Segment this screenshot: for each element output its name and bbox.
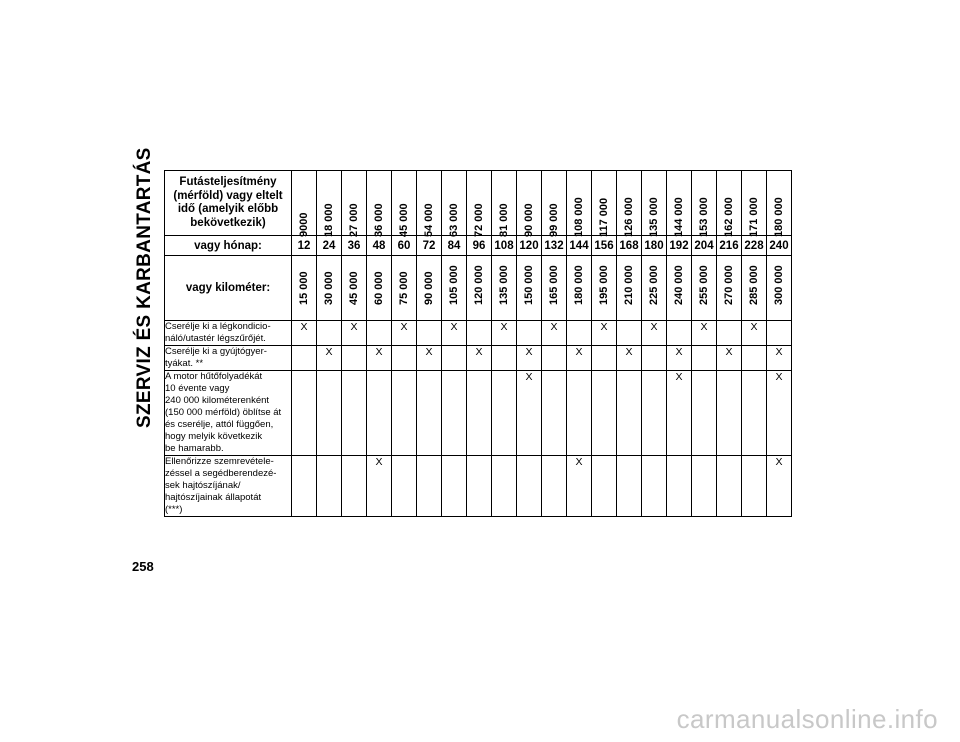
schedule-mark (667, 456, 692, 517)
km-cell (617, 256, 642, 321)
km-cell-value: 135 000 (498, 265, 510, 305)
km-cell (342, 256, 367, 321)
km-cell-value: 120 000 (473, 265, 485, 305)
km-cell-value: 285 000 (748, 265, 760, 305)
km-cell-value: 300 000 (773, 265, 785, 305)
schedule-mark (417, 371, 442, 456)
schedule-mark (542, 456, 567, 517)
miles-cell-value: 117 000 (598, 197, 610, 237)
km-cell-value: 225 000 (648, 265, 660, 305)
miles-cell-value: 63 000 (448, 203, 460, 237)
schedule-mark (492, 371, 517, 456)
km-cell (592, 256, 617, 321)
km-cell (442, 256, 467, 321)
km-cell-value: 255 000 (698, 265, 710, 305)
schedule-mark (767, 321, 792, 346)
miles-cell-value: 36 000 (373, 203, 385, 237)
schedule-mark (367, 321, 392, 346)
schedule-mark (467, 371, 492, 456)
months-cell: 180 (642, 236, 667, 256)
km-cell (767, 256, 792, 321)
km-cell-value: 210 000 (623, 265, 635, 305)
km-cell (317, 256, 342, 321)
months-cell: 204 (692, 236, 717, 256)
miles-cell-value: 153 000 (698, 197, 710, 237)
km-cell-value: 75 000 (398, 271, 410, 305)
months-cell: 240 (767, 236, 792, 256)
miles-cell (467, 171, 492, 236)
months-cell: 156 (592, 236, 617, 256)
schedule-mark: X (467, 346, 492, 371)
months-header-label: vagy hónap: (165, 236, 292, 256)
schedule-mark (667, 321, 692, 346)
schedule-mark: X (342, 321, 367, 346)
months-cell: 60 (392, 236, 417, 256)
miles-cell (492, 171, 517, 236)
miles-cell (417, 171, 442, 236)
km-cell (392, 256, 417, 321)
km-cell-value: 30 000 (323, 271, 335, 305)
schedule-mark: X (392, 321, 417, 346)
miles-cell (717, 171, 742, 236)
schedule-mark: X (542, 321, 567, 346)
schedule-mark: X (442, 321, 467, 346)
schedule-mark (717, 371, 742, 456)
schedule-mark (317, 371, 342, 456)
schedule-mark (592, 456, 617, 517)
schedule-mark (342, 346, 367, 371)
miles-cell-value: 144 000 (673, 197, 685, 237)
months-cell: 168 (617, 236, 642, 256)
months-cell: 96 (467, 236, 492, 256)
schedule-mark: X (567, 346, 592, 371)
schedule-mark (692, 456, 717, 517)
miles-cell-value: 45 000 (398, 203, 410, 237)
schedule-mark: X (417, 346, 442, 371)
schedule-mark: X (517, 371, 542, 456)
schedule-mark (692, 346, 717, 371)
schedule-mark (492, 346, 517, 371)
miles-cell-value: 162 000 (723, 197, 735, 237)
schedule-mark (292, 346, 317, 371)
km-cell (467, 256, 492, 321)
km-cell-value: 270 000 (723, 265, 735, 305)
miles-cell-value: 126 000 (623, 197, 635, 237)
miles-cell (742, 171, 767, 236)
miles-cell (567, 171, 592, 236)
mileage-header-label: Futásteljesítmény (mérföld) vagy eltelt idő (amelyik előbb bekövetkezik) (165, 171, 292, 236)
schedule-mark (742, 371, 767, 456)
page-number: 258 (132, 559, 154, 574)
km-cell-value: 105 000 (448, 265, 460, 305)
miles-cell-value: 81 000 (498, 203, 510, 237)
schedule-mark (742, 346, 767, 371)
schedule-mark (392, 346, 417, 371)
km-cell-value: 15 000 (298, 271, 310, 305)
miles-cell (767, 171, 792, 236)
schedule-mark (742, 456, 767, 517)
months-cell: 216 (717, 236, 742, 256)
miles-cell-value: 99 000 (548, 203, 560, 237)
miles-cell (442, 171, 467, 236)
months-cell: 120 (517, 236, 542, 256)
months-cell: 108 (492, 236, 517, 256)
km-cell-value: 195 000 (598, 265, 610, 305)
km-cell (642, 256, 667, 321)
task-description: Cserélje ki a légkondicio- náló/utastér légszűrőjét. (165, 321, 292, 346)
months-cell: 12 (292, 236, 317, 256)
schedule-mark (717, 456, 742, 517)
miles-cell-value: 72 000 (473, 203, 485, 237)
miles-header-row (165, 171, 792, 236)
miles-cell (642, 171, 667, 236)
miles-cell-value: 90 000 (523, 203, 535, 237)
schedule-mark: X (317, 346, 342, 371)
schedule-mark: X (517, 346, 542, 371)
schedule-mark: X (617, 346, 642, 371)
miles-cell (342, 171, 367, 236)
miles-cell-value: 54 000 (423, 203, 435, 237)
table-row (165, 346, 792, 371)
schedule-mark (292, 456, 317, 517)
km-cell (717, 256, 742, 321)
task-description: Ellenőrizze szemrevétele- zéssel a segédberendezé- sek hajtószíjának/ hajtószíjainak állapotát (***) (165, 456, 292, 517)
km-cell (517, 256, 542, 321)
km-cell (417, 256, 442, 321)
schedule-mark: X (367, 456, 392, 517)
table-row (165, 371, 792, 456)
schedule-mark (342, 456, 367, 517)
km-cell-value: 90 000 (423, 271, 435, 305)
schedule-mark: X (742, 321, 767, 346)
km-cell (492, 256, 517, 321)
schedule-mark: X (767, 456, 792, 517)
months-cell: 132 (542, 236, 567, 256)
km-cell (692, 256, 717, 321)
months-cell: 24 (317, 236, 342, 256)
schedule-mark (592, 371, 617, 456)
schedule-mark (317, 456, 342, 517)
miles-cell (317, 171, 342, 236)
km-cell (742, 256, 767, 321)
schedule-mark (517, 456, 542, 517)
schedule-mark (442, 346, 467, 371)
schedule-mark: X (767, 346, 792, 371)
schedule-mark: X (567, 456, 592, 517)
schedule-mark: X (642, 321, 667, 346)
km-cell-value: 150 000 (523, 265, 535, 305)
schedule-mark: X (667, 371, 692, 456)
miles-cell (292, 171, 317, 236)
km-cell-value: 240 000 (673, 265, 685, 305)
months-cell: 192 (667, 236, 692, 256)
schedule-mark (417, 456, 442, 517)
schedule-mark (592, 346, 617, 371)
months-cell: 228 (742, 236, 767, 256)
months-cell: 48 (367, 236, 392, 256)
schedule-mark (717, 321, 742, 346)
section-side-title: SZERVIZ ÉS KARBANTARTÁS (134, 147, 155, 428)
months-cell: 36 (342, 236, 367, 256)
schedule-mark: X (592, 321, 617, 346)
miles-cell-value: 18 000 (323, 203, 335, 237)
months-cell: 72 (417, 236, 442, 256)
table-row (165, 456, 792, 517)
km-cell (367, 256, 392, 321)
schedule-mark (467, 321, 492, 346)
km-cell (667, 256, 692, 321)
task-description: Cserélje ki a gyújtógyer- tyákat. ** (165, 346, 292, 371)
miles-cell-value: 180 000 (773, 197, 785, 237)
table-row (165, 321, 792, 346)
schedule-mark (617, 321, 642, 346)
schedule-mark (467, 456, 492, 517)
miles-cell (592, 171, 617, 236)
months-header-row (165, 236, 792, 256)
miles-cell (542, 171, 567, 236)
schedule-mark (392, 456, 417, 517)
months-cell: 84 (442, 236, 467, 256)
km-cell (542, 256, 567, 321)
km-cell-value: 45 000 (348, 271, 360, 305)
schedule-mark (317, 321, 342, 346)
miles-cell (517, 171, 542, 236)
schedule-mark (567, 321, 592, 346)
miles-cell (367, 171, 392, 236)
schedule-mark (542, 346, 567, 371)
schedule-mark (417, 321, 442, 346)
miles-cell (392, 171, 417, 236)
km-cell (292, 256, 317, 321)
schedule-mark: X (667, 346, 692, 371)
schedule-mark (617, 456, 642, 517)
km-header-label: vagy kilométer: (165, 256, 292, 321)
task-description: A motor hűtőfolyadékát 10 évente vagy 240 000 kilométerenként (150 000 mérföld) öblítse át és cserélje, attól függően, hogy melyik következik be hamarabb. (165, 371, 292, 456)
schedule-mark: X (492, 321, 517, 346)
miles-cell (617, 171, 642, 236)
miles-cell-value: 135 000 (648, 197, 660, 237)
miles-cell (667, 171, 692, 236)
schedule-mark: X (692, 321, 717, 346)
schedule-mark (492, 456, 517, 517)
schedule-mark: X (767, 371, 792, 456)
schedule-mark (642, 371, 667, 456)
schedule-mark (367, 371, 392, 456)
schedule-mark (392, 371, 417, 456)
miles-cell-value: 108 000 (573, 197, 585, 237)
schedule-mark (442, 456, 467, 517)
miles-cell-value: 27 000 (348, 203, 360, 237)
schedule-mark (567, 371, 592, 456)
schedule-mark (517, 321, 542, 346)
km-cell-value: 60 000 (373, 271, 385, 305)
watermark: carmanualsonline.info (676, 704, 938, 734)
schedule-mark (292, 371, 317, 456)
schedule-mark (692, 371, 717, 456)
km-header-row (165, 256, 792, 321)
km-cell-value: 180 000 (573, 265, 585, 305)
schedule-mark (542, 371, 567, 456)
km-cell (567, 256, 592, 321)
schedule-mark (642, 346, 667, 371)
schedule-mark (617, 371, 642, 456)
maintenance-schedule-table (164, 170, 792, 517)
schedule-mark (642, 456, 667, 517)
miles-cell (692, 171, 717, 236)
schedule-mark: X (292, 321, 317, 346)
miles-cell-value: 9000 (298, 212, 310, 237)
months-cell: 144 (567, 236, 592, 256)
miles-cell-value: 171 000 (748, 197, 760, 237)
schedule-mark (342, 371, 367, 456)
schedule-mark: X (717, 346, 742, 371)
schedule-mark (442, 371, 467, 456)
schedule-mark: X (367, 346, 392, 371)
km-cell-value: 165 000 (548, 265, 560, 305)
